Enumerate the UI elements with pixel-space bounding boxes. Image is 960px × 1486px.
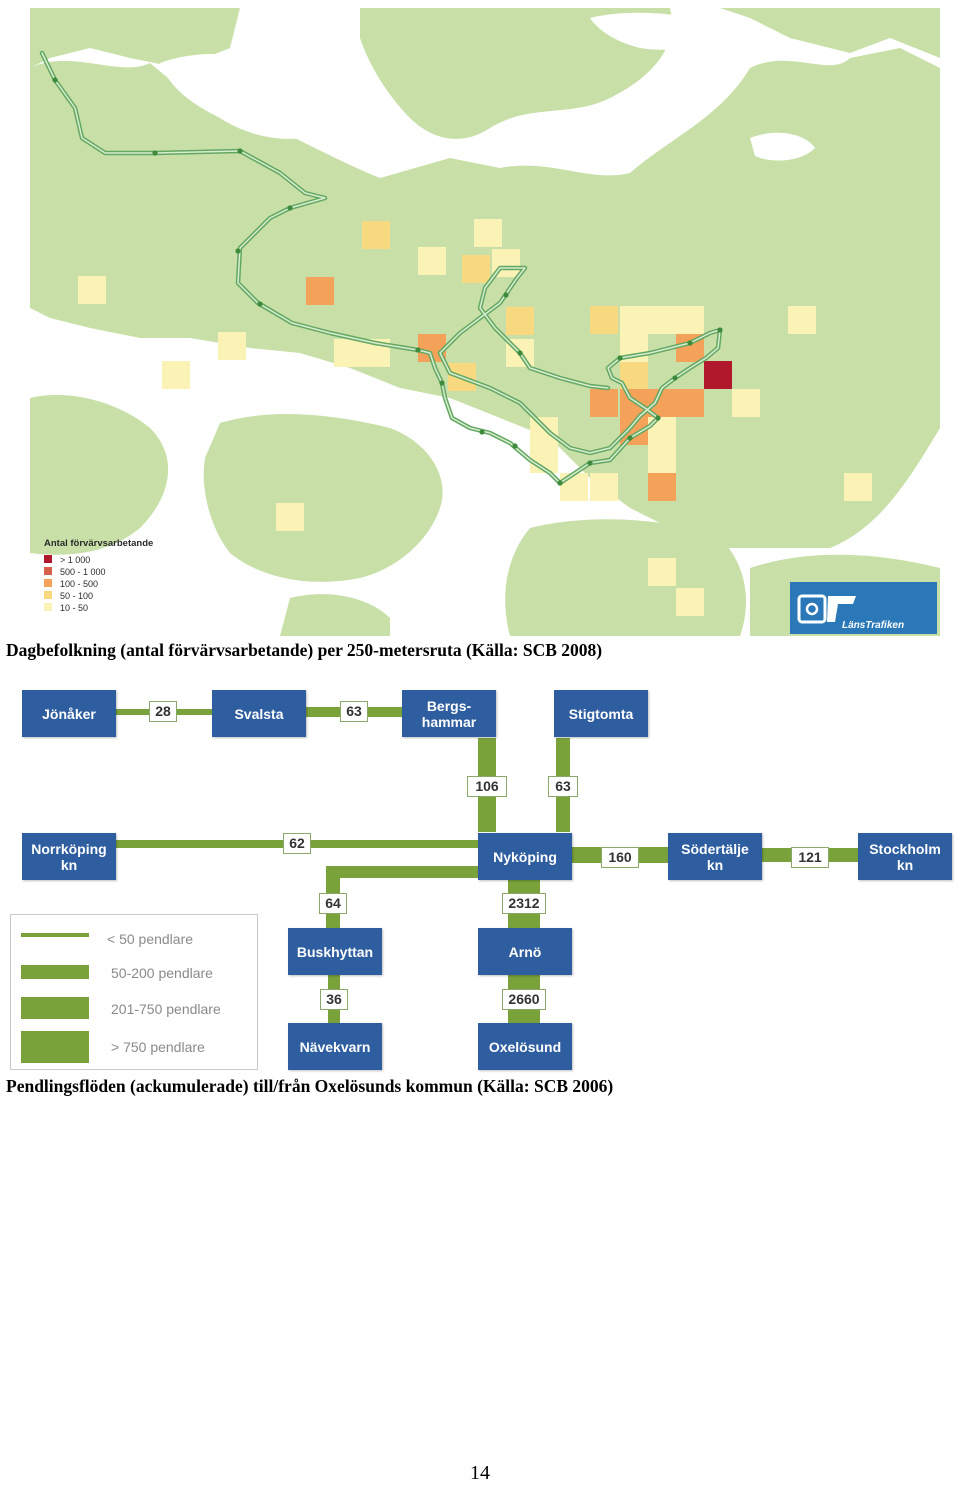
density-cell xyxy=(648,445,676,473)
map-legend-swatch xyxy=(44,555,52,563)
flow-legend-row xyxy=(21,933,89,937)
flow-label-arno-oxelosund: 2660 xyxy=(502,989,546,1010)
map-legend-label: 100 - 500 xyxy=(60,579,99,589)
node-bergshammar: Bergs- hammar xyxy=(402,690,496,737)
density-cell xyxy=(560,473,588,501)
node-buskhyttan: Buskhyttan xyxy=(288,928,382,975)
map-legend-label: 10 - 50 xyxy=(60,603,89,613)
node-navekvarn: Nävekvarn xyxy=(288,1023,382,1070)
node-stigtomta: Stigtomta xyxy=(554,690,648,737)
flow-label-sodertalje-stockholm: 121 xyxy=(791,847,829,868)
density-cell xyxy=(362,221,390,249)
flow-label-buskhyttan-navekvarn: 36 xyxy=(320,989,348,1010)
flow-label-buskhyttan: 64 xyxy=(319,893,347,914)
density-cell xyxy=(676,588,704,616)
density-cell xyxy=(78,276,106,304)
commuting-flow-diagram xyxy=(0,680,960,1075)
node-stockholm: Stockholm kn xyxy=(858,833,952,880)
flow-legend-row xyxy=(21,1031,89,1063)
page-number: 14 xyxy=(470,1462,490,1484)
flow-legend-label: 50-200 pendlare xyxy=(111,965,213,981)
density-cell xyxy=(462,255,490,283)
logo-text: LänsTrafiken xyxy=(842,620,905,631)
map-legend-label: 50 - 100 xyxy=(60,591,94,601)
flow-label-nykoping-arno: 2312 xyxy=(502,893,546,914)
density-cell xyxy=(162,361,190,389)
flow-legend-row xyxy=(21,965,89,979)
density-cell xyxy=(218,332,246,360)
employment-density-map xyxy=(30,8,940,636)
density-cell xyxy=(704,361,732,389)
density-cell xyxy=(620,306,648,334)
density-cell xyxy=(506,307,534,335)
density-cell xyxy=(590,389,618,417)
density-cell xyxy=(590,306,618,334)
node-jonaker: Jönåker xyxy=(22,690,116,737)
flow-label-svalsta-bergshammar: 63 xyxy=(340,701,368,722)
node-sodertalje: Södertälje kn xyxy=(668,833,762,880)
node-norrkoping: Norrköping kn xyxy=(22,833,116,880)
map-legend-title: Antal förvärvsarbetande xyxy=(44,538,154,549)
node-nykoping: Nyköping xyxy=(478,833,572,880)
flow-label-stigtomta-nykoping: 63 xyxy=(548,776,578,797)
flow-caption: Pendlingsflöden (ackumulerade) till/från Oxelösunds kommun (Källa: SCB 2006) xyxy=(6,1076,614,1096)
flow-legend-row xyxy=(21,997,89,1019)
flow-label-nykoping-sodertalje: 160 xyxy=(601,847,639,868)
density-cell xyxy=(474,219,502,247)
density-cell xyxy=(276,503,304,531)
flow-legend-label: < 50 pendlare xyxy=(107,931,194,947)
density-cell xyxy=(676,389,704,417)
node-arno: Arnö xyxy=(478,928,572,975)
map-legend-swatch xyxy=(44,579,52,587)
density-cell xyxy=(334,339,362,367)
flow-legend xyxy=(10,914,258,1070)
lanstrafiken-logo xyxy=(790,582,937,634)
map-legend-label: 500 - 1 000 xyxy=(60,567,106,577)
map-legend-swatch xyxy=(44,567,52,575)
density-cell xyxy=(676,306,704,334)
density-cell xyxy=(418,247,446,275)
flow-legend-label: 201-750 pendlare xyxy=(111,1001,221,1017)
density-cell xyxy=(648,473,676,501)
flow-label-bergshammar-nykoping: 106 xyxy=(467,776,507,797)
map-legend-label: > 1 000 xyxy=(60,555,91,565)
map-caption: Dagbefolkning (antal förvärvsarbetande) per 250-metersruta (Källa: SCB 2008) xyxy=(6,640,603,660)
map-figure xyxy=(30,8,940,636)
flow-legend-label: > 750 pendlare xyxy=(111,1039,205,1055)
density-cell xyxy=(648,306,676,334)
density-cell xyxy=(306,277,334,305)
density-cell xyxy=(648,558,676,586)
node-oxelosund: Oxelösund xyxy=(478,1023,572,1070)
density-cell xyxy=(530,417,558,445)
map-legend-swatch xyxy=(44,603,52,611)
bar-buskhyttan-horizontal xyxy=(326,866,478,878)
density-cell xyxy=(844,473,872,501)
map-legend-swatch xyxy=(44,591,52,599)
node-svalsta: Svalsta xyxy=(212,690,306,737)
flow-label-norrkoping-nykoping: 62 xyxy=(283,833,311,854)
density-cell xyxy=(590,473,618,501)
density-cell xyxy=(732,389,760,417)
flow-label-jonaker-svalsta: 28 xyxy=(149,701,177,722)
density-cell xyxy=(788,306,816,334)
